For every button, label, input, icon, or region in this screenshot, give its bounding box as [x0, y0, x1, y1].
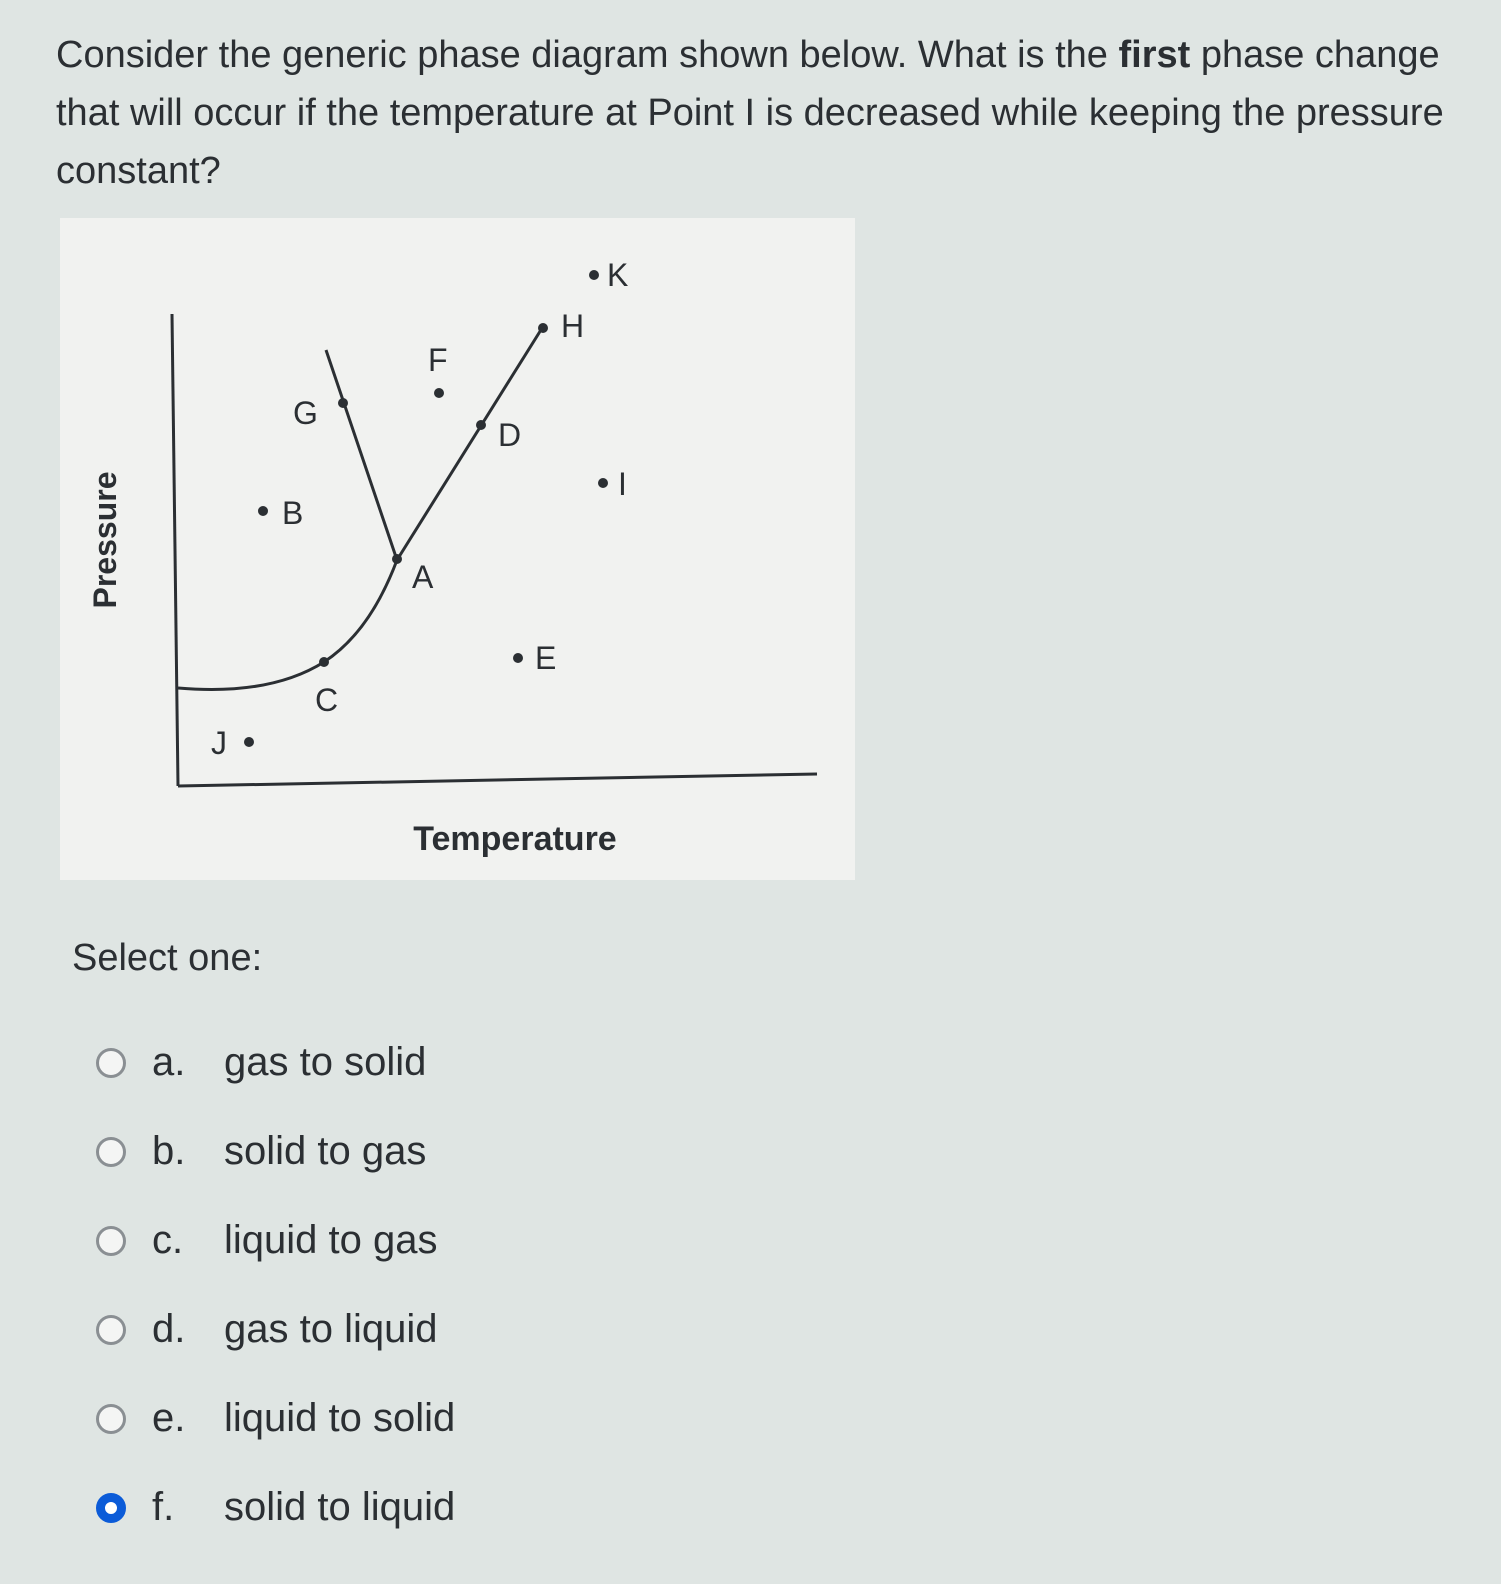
- point-a-label: A: [412, 559, 434, 595]
- answer-text: gas to solid: [224, 1040, 427, 1084]
- point-i-dot: [598, 478, 608, 488]
- question-text-before: Consider the generic phase diagram shown below. What is the: [56, 34, 1119, 76]
- vaporization-line: [397, 325, 544, 560]
- sublimation-curve: [178, 560, 397, 690]
- point-e-dot: [513, 653, 523, 663]
- answer-option-d[interactable]: [96, 1285, 455, 1374]
- answer-letter: d.: [152, 1307, 186, 1351]
- answer-option-b[interactable]: [96, 1107, 455, 1196]
- answer-letter: c.: [152, 1218, 184, 1262]
- point-h-label: H: [561, 308, 585, 344]
- radio-button-c[interactable]: [96, 1226, 126, 1256]
- y-axis-label: Pressure: [87, 471, 123, 609]
- radio-button-f[interactable]: [96, 1493, 126, 1523]
- radio-button-e[interactable]: [96, 1404, 126, 1434]
- point-d-label: D: [498, 417, 522, 453]
- answer-option-f[interactable]: [96, 1463, 455, 1552]
- point-j-dot: [244, 737, 254, 747]
- point-e-label: E: [535, 640, 557, 676]
- answer-text: gas to liquid: [224, 1307, 438, 1351]
- phase-diagram: [60, 218, 855, 880]
- question-bold-word: first: [1118, 34, 1191, 76]
- point-c-dot: [319, 657, 329, 667]
- point-c-label: C: [315, 682, 339, 718]
- point-b-label: B: [282, 495, 304, 531]
- point-k-dot: [589, 270, 599, 280]
- point-f-dot: [434, 388, 444, 398]
- point-h-dot: [538, 323, 548, 333]
- x-axis: [178, 774, 817, 786]
- radio-button-d[interactable]: [96, 1315, 126, 1345]
- question-text: [56, 26, 1456, 200]
- x-axis-label: Temperature: [413, 820, 617, 858]
- radio-button-b[interactable]: [96, 1137, 126, 1167]
- answer-options: [96, 1018, 455, 1552]
- y-axis: [172, 314, 178, 786]
- point-i-label: I: [618, 466, 627, 502]
- answer-option-a[interactable]: [96, 1018, 455, 1107]
- point-j-label: J: [211, 725, 227, 761]
- point-k-label: K: [607, 257, 629, 293]
- answer-letter: b.: [152, 1129, 186, 1173]
- point-a-dot: [392, 554, 402, 564]
- answer-option-e[interactable]: [96, 1374, 455, 1463]
- point-g-dot: [338, 398, 348, 408]
- answer-text: liquid to gas: [224, 1218, 438, 1262]
- radio-button-a[interactable]: [96, 1048, 126, 1078]
- point-d-dot: [476, 420, 486, 430]
- answer-option-c[interactable]: [96, 1196, 455, 1285]
- answer-text: liquid to solid: [224, 1396, 456, 1440]
- select-one-label: Select one:: [72, 937, 263, 979]
- point-g-label: G: [293, 395, 318, 431]
- phase-diagram-svg: [60, 218, 855, 880]
- question-text-after: phase change that will occur if the temperature at Point I is decreased while keeping the pressure constant?: [56, 34, 1444, 192]
- answer-text: solid to gas: [224, 1129, 427, 1173]
- answer-letter: e.: [152, 1396, 186, 1440]
- answer-letter: a.: [152, 1040, 186, 1084]
- answer-text: solid to liquid: [224, 1485, 456, 1529]
- point-f-label: F: [428, 342, 448, 378]
- answer-letter: f.: [152, 1485, 175, 1529]
- fusion-line: [326, 350, 397, 560]
- point-b-dot: [258, 506, 268, 516]
